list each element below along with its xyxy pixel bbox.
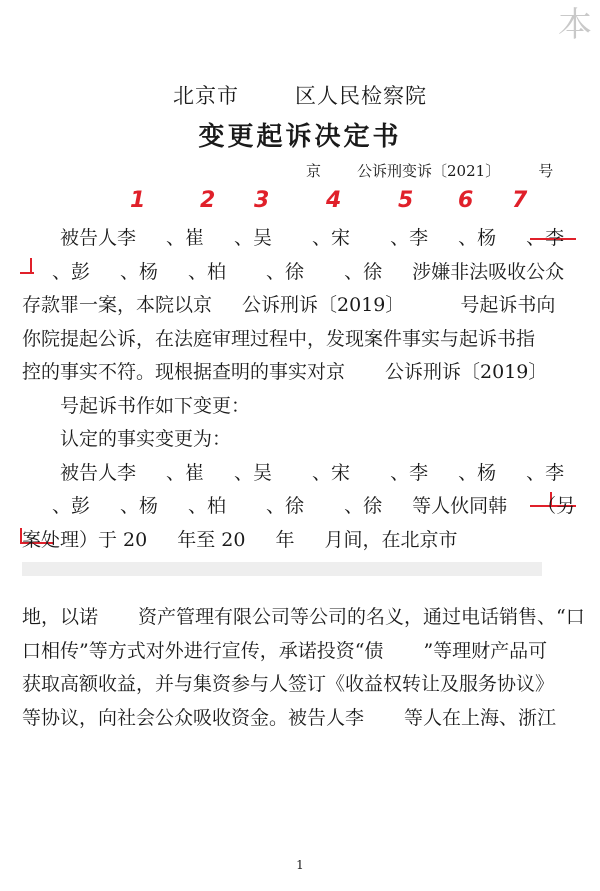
paragraph-3-line-6: 获取高额收益，并与集资参与人签订《收益权转让及服务协议》	[22, 673, 555, 695]
marker-6: 6	[458, 188, 474, 213]
paragraph-3-line-3: 案处理）于 20 年至 20 年 月间，在北京市	[22, 528, 458, 551]
paragraph-1-line-5: 控的事实不符。现根据查明的事实对京 公诉刑诉〔2019〕	[22, 361, 548, 383]
paragraph-3-line-7: 等协议，向社会公众吸收资金。被告人李 等人在上海、浙江	[22, 706, 557, 729]
organization-name: 北京市 区人民检察院	[173, 84, 427, 108]
marker-4: 4	[326, 188, 342, 213]
redacted-line	[22, 557, 582, 601]
marker-5: 5	[398, 188, 414, 213]
document-title: 变更起诉决定书	[198, 122, 402, 152]
faint-stamp-mark: 本	[558, 5, 592, 45]
paragraph-1-line-2: 、彭 、杨 、柏 、徐 、徐 涉嫌非法吸收公众	[52, 260, 565, 283]
paragraph-3-line-1: 被告人李 、崔 、吴 、宋 、李 、杨 、李	[60, 461, 565, 484]
paragraph-3-line-4: 地，以诺 资产管理有限公司等公司的名义，通过电话销售、“口	[22, 606, 585, 628]
paragraph-3-line-2: 、彭 、杨 、柏 、徐 、徐 等人伙同韩 （另	[52, 495, 576, 517]
document-number: 京 公诉刑变诉〔2021〕 号	[306, 162, 554, 180]
paragraph-1-line-1: 被告人李 、崔 、吴 、宋 、李 、杨 、李	[60, 227, 565, 249]
redaction-bar	[22, 562, 542, 576]
marker-3: 3	[254, 188, 270, 213]
page-number: 1	[296, 858, 304, 872]
document-body	[22, 222, 585, 735]
paragraph-2: 认定的事实变更为：	[60, 428, 232, 450]
paragraph-1-line-6: 号起诉书作如下变更：	[60, 394, 251, 417]
marker-1: 1	[130, 188, 146, 213]
paragraph-1-line-3: 存款罪一案，本院以京 公诉刑诉〔2019〕 号起诉书向	[22, 294, 556, 316]
paragraph-3-line-5: 口相传”等方式对外进行宣传，承诺投资“债 ”等理财产品可	[22, 639, 548, 662]
marker-7: 7	[512, 188, 528, 213]
handwritten-number-markers	[0, 188, 600, 218]
marker-2: 2	[200, 188, 216, 213]
paragraph-1-line-4: 你院提起公诉，在法庭审理过程中，发现案件事实与起诉书指	[22, 327, 536, 350]
